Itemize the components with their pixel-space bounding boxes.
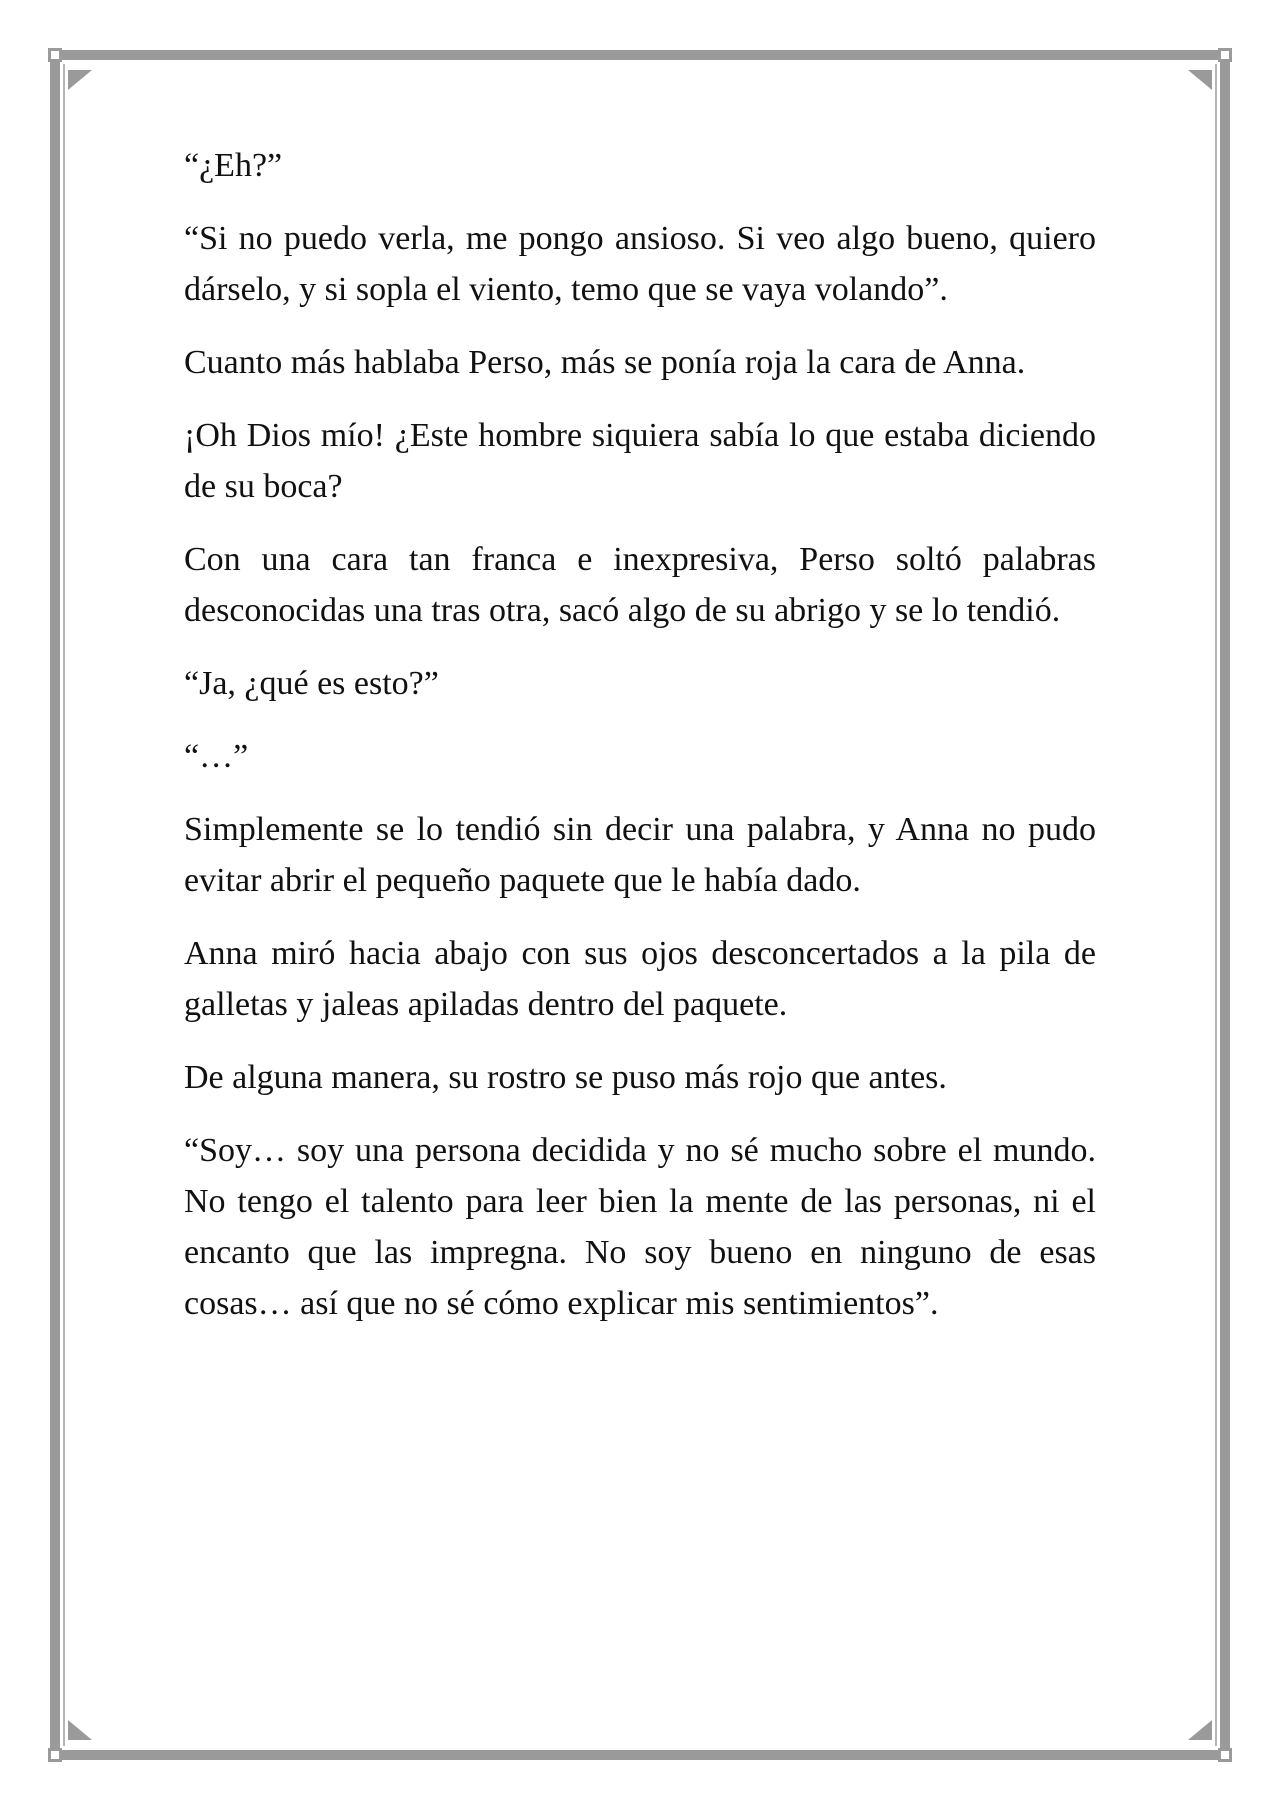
paragraph: Simplemente se lo tendió sin decir una palabra, y Anna no pudo evitar abrir el pequeño paquete que le había dado. bbox=[184, 811, 1096, 899]
paragraph: Cuanto más hablaba Perso, más se ponía roja la cara de Anna. bbox=[184, 344, 1026, 381]
paragraph: “Soy… soy una persona decidida y no sé mucho sobre el mundo. No tengo el talento para leer bien la mente de las personas, ni el encanto que las impregna. No soy bueno en ninguno de esas cosas… así que no sé cómo explicar mis sentimientos”. bbox=[184, 1132, 1096, 1322]
paragraph: Anna miró hacia abajo con sus ojos desconcertados a la pila de galletas y jaleas apiladas dentro del paquete. bbox=[184, 935, 1096, 1023]
paragraph: ¡Oh Dios mío! ¿Este hombre siquiera sabía lo que estaba diciendo de su boca? bbox=[184, 417, 1096, 505]
paragraph: “Si no puedo verla, me pongo ansioso. Si veo algo bueno, quiero dárselo, y si sopla el viento, temo que se vaya volando”. bbox=[184, 220, 1096, 308]
frame-bottom-bar bbox=[62, 1750, 1218, 1760]
frame-left-bar bbox=[50, 62, 60, 1748]
frame-right-bar bbox=[1220, 62, 1230, 1748]
paragraph: “¿Eh?” bbox=[184, 147, 283, 184]
frame-top-bar bbox=[62, 50, 1218, 60]
paragraph: “Ja, ¿qué es esto?” bbox=[184, 665, 439, 702]
paragraph: “…” bbox=[184, 738, 249, 775]
page-body-text bbox=[184, 140, 1096, 1351]
paragraph: Con una cara tan franca e inexpresiva, Perso soltó palabras desconocidas una tras otra, sacó algo de su abrigo y se lo tendió. bbox=[184, 541, 1096, 629]
paragraph: De alguna manera, su rostro se puso más rojo que antes. bbox=[184, 1059, 947, 1096]
